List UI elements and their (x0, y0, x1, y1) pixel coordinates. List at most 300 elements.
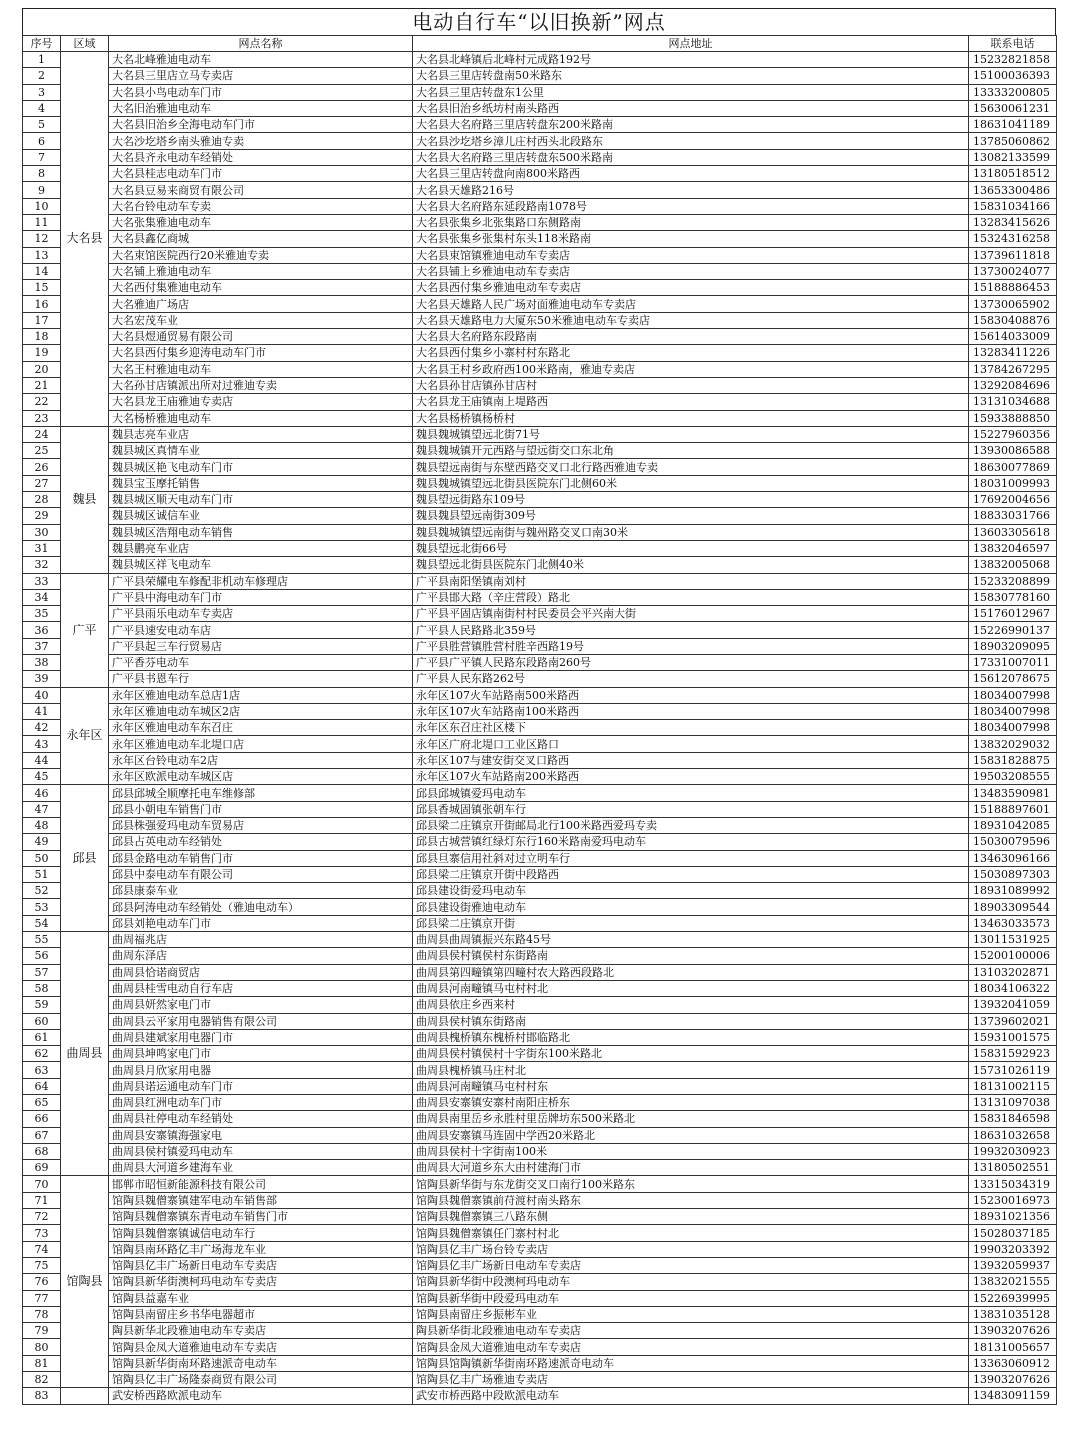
row-number: 7 (23, 149, 61, 165)
header-region: 区域 (61, 36, 109, 52)
outlet-address: 曲周县依庄乡西来村 (413, 997, 969, 1013)
outlet-phone: 15100036393 (969, 68, 1057, 84)
outlet-phone: 13180502551 (969, 1160, 1057, 1176)
outlet-address: 曲周县安寨镇安寨村南阳庄桥东 (413, 1095, 969, 1111)
row-number: 76 (23, 1274, 61, 1290)
row-number: 45 (23, 769, 61, 785)
outlet-address: 曲周县南里岳乡永胜村里岳牌坊东500米路北 (413, 1111, 969, 1127)
table-row (23, 214, 1057, 230)
outlet-name: 魏县志亮车业店 (109, 426, 413, 442)
row-number: 23 (23, 410, 61, 426)
table-row (23, 1046, 1057, 1062)
row-number: 61 (23, 1029, 61, 1045)
outlet-address: 曲周县大河道乡东大由村建海门市 (413, 1160, 969, 1176)
outlet-phone: 18631041189 (969, 117, 1057, 133)
outlet-address: 曲周县曲周镇振兴东路45号 (413, 932, 969, 948)
outlet-phone: 13903207626 (969, 1323, 1057, 1339)
outlet-phone: 13603305618 (969, 524, 1057, 540)
outlet-name: 曲周县大河道乡建海车业 (109, 1160, 413, 1176)
outlet-phone: 13784267295 (969, 361, 1057, 377)
outlet-phone: 13463033573 (969, 915, 1057, 931)
outlet-phone: 18034106322 (969, 980, 1057, 996)
row-number: 12 (23, 231, 61, 247)
outlet-phone: 13739611818 (969, 247, 1057, 263)
table-row (23, 703, 1057, 719)
row-number: 29 (23, 508, 61, 524)
outlet-name: 广平县中海电动车门市 (109, 589, 413, 605)
row-number: 26 (23, 459, 61, 475)
table-row (23, 915, 1057, 931)
row-number: 55 (23, 932, 61, 948)
outlet-address: 广平县广平镇人民路东段路南260号 (413, 654, 969, 670)
outlet-name: 广平县书恩车行 (109, 671, 413, 687)
outlet-phone: 13930086588 (969, 443, 1057, 459)
table-row (23, 1111, 1057, 1127)
row-number: 58 (23, 980, 61, 996)
row-number: 31 (23, 540, 61, 556)
outlet-address: 馆陶县魏僧寨镇三八路东侧 (413, 1209, 969, 1225)
outlet-address: 曲周县槐桥镇东槐桥村邯临路北 (413, 1029, 969, 1045)
row-number: 19 (23, 345, 61, 361)
outlet-name: 馆陶县魏僧寨镇建军电动车销售部 (109, 1192, 413, 1208)
row-number: 62 (23, 1046, 61, 1062)
outlet-address: 魏县望远街路东109号 (413, 492, 969, 508)
outlet-address: 曲周县侯村镇东街路南 (413, 1013, 969, 1029)
row-number: 48 (23, 817, 61, 833)
row-number: 68 (23, 1143, 61, 1159)
table-row (23, 312, 1057, 328)
outlet-name: 永年区雅迪电动车北堤口店 (109, 736, 413, 752)
table-row (23, 1339, 1057, 1355)
outlet-name: 曲周县诺运通电动车门市 (109, 1078, 413, 1094)
outlet-phone: 13131034688 (969, 394, 1057, 410)
outlet-address: 馆陶县馆陶镇新华街南环路速派奇电动车 (413, 1355, 969, 1371)
table-row (23, 1209, 1057, 1225)
row-number: 79 (23, 1323, 61, 1339)
outlet-address: 永年区广府北堤口工业区路口 (413, 736, 969, 752)
outlet-address: 大名县三里店转盘向南800米路西 (413, 166, 969, 182)
outlet-name: 馆陶县金凤大道雅迪电动车专卖店 (109, 1339, 413, 1355)
table-row (23, 589, 1057, 605)
row-number: 74 (23, 1241, 61, 1257)
table-row (23, 1160, 1057, 1176)
outlet-address: 魏县望远北街66号 (413, 540, 969, 556)
outlet-phone: 15324316258 (969, 231, 1057, 247)
outlet-phone: 13283415626 (969, 214, 1057, 230)
outlet-address: 邱县古城营镇红绿灯东行160米路南爱玛电动车 (413, 834, 969, 850)
outlet-name: 魏县城区祥飞电动车 (109, 557, 413, 573)
row-number: 22 (23, 394, 61, 410)
row-number: 20 (23, 361, 61, 377)
table-row (23, 133, 1057, 149)
outlet-address: 大名县西付集乡雅迪电动车专卖店 (413, 280, 969, 296)
row-number: 69 (23, 1160, 61, 1176)
outlet-address: 魏县望远南街与东壁西路交叉口北行路西雅迪专卖 (413, 459, 969, 475)
table-row (23, 1241, 1057, 1257)
table-row (23, 459, 1057, 475)
table-row (23, 622, 1057, 638)
outlet-address: 曲周县侯村镇侯村十字街东100米路北 (413, 1046, 969, 1062)
outlet-address: 邱县梁二庄镇京开街 (413, 915, 969, 931)
outlet-phone: 13903207626 (969, 1372, 1057, 1388)
outlet-address: 魏县魏城镇望远北街县医院东门北侧60米 (413, 475, 969, 491)
table-row (23, 280, 1057, 296)
table-row (23, 1062, 1057, 1078)
row-number: 82 (23, 1372, 61, 1388)
outlet-name: 魏县宝玉摩托销售 (109, 475, 413, 491)
outlet-name: 馆陶县益嘉车业 (109, 1290, 413, 1306)
outlet-phone: 15226939995 (969, 1290, 1057, 1306)
outlet-phone: 13739602021 (969, 1013, 1057, 1029)
outlet-name: 大名铺上雅迪电动车 (109, 263, 413, 279)
outlet-address: 邱县建设街雅迪电动车 (413, 899, 969, 915)
row-number: 60 (23, 1013, 61, 1029)
outlet-name: 邱县康泰车业 (109, 883, 413, 899)
outlet-address: 馆陶县新华街中段澳柯玛电动车 (413, 1274, 969, 1290)
outlet-address: 广平县胜营镇胜营村胜辛西路19号 (413, 638, 969, 654)
outlet-phone: 13082133599 (969, 149, 1057, 165)
table-row (23, 964, 1057, 980)
outlet-phone: 18131002115 (969, 1078, 1057, 1094)
outlet-name: 邱县阿涛电动车经销处（雅迪电动车） (109, 899, 413, 915)
outlet-name: 广平县雨乐电动车专卖店 (109, 606, 413, 622)
region-cell: 广平 (61, 573, 109, 687)
row-number: 56 (23, 948, 61, 964)
table-row (23, 932, 1057, 948)
table-row (23, 1095, 1057, 1111)
row-number: 4 (23, 100, 61, 116)
outlet-name: 永年区雅迪电动车总店1店 (109, 687, 413, 703)
outlet-name: 大名县桂志电动车门市 (109, 166, 413, 182)
outlet-phone: 13932059937 (969, 1257, 1057, 1273)
table-row (23, 557, 1057, 573)
outlet-name: 广平香芬电动车 (109, 654, 413, 670)
row-number: 14 (23, 263, 61, 279)
table-row (23, 329, 1057, 345)
row-number: 38 (23, 654, 61, 670)
outlet-address: 大名县西付集乡小寨村村东路北 (413, 345, 969, 361)
table-row (23, 638, 1057, 654)
table-row (23, 1143, 1057, 1159)
outlet-phone: 15933888850 (969, 410, 1057, 426)
outlet-address: 馆陶县新华街中段爱玛电动车 (413, 1290, 969, 1306)
outlet-phone: 15612078675 (969, 671, 1057, 687)
table-row (23, 166, 1057, 182)
outlet-name: 邱县占英电动车经销处 (109, 834, 413, 850)
table-row (23, 1176, 1057, 1192)
table-row (23, 149, 1057, 165)
table-row (23, 524, 1057, 540)
row-number: 36 (23, 622, 61, 638)
outlet-address: 陶县新华街北段雅迪电动车专卖店 (413, 1323, 969, 1339)
outlet-phone: 13832005068 (969, 557, 1057, 573)
outlet-phone: 15830778160 (969, 589, 1057, 605)
row-number: 9 (23, 182, 61, 198)
outlet-name: 大名县煜通贸易有限公司 (109, 329, 413, 345)
outlet-name: 邱县中泰电动车有限公司 (109, 866, 413, 882)
table-row (23, 1029, 1057, 1045)
outlet-name: 邯郸市昭恒新能源科技有限公司 (109, 1176, 413, 1192)
row-number: 6 (23, 133, 61, 149)
row-number: 47 (23, 801, 61, 817)
outlet-address: 广平县南阳堡镇南刘村 (413, 573, 969, 589)
row-number: 71 (23, 1192, 61, 1208)
row-number: 66 (23, 1111, 61, 1127)
row-number: 65 (23, 1095, 61, 1111)
row-number: 42 (23, 720, 61, 736)
outlet-name: 广平县荣耀电车修配非机动车修理店 (109, 573, 413, 589)
outlet-phone: 18630077869 (969, 459, 1057, 475)
table-row (23, 948, 1057, 964)
table-row (23, 394, 1057, 410)
outlet-name: 馆陶县新华街澳柯玛电动车专卖店 (109, 1274, 413, 1290)
row-number: 81 (23, 1355, 61, 1371)
outlet-phone: 13832046597 (969, 540, 1057, 556)
outlet-address: 魏县魏城镇望远南街与魏州路交叉口南30米 (413, 524, 969, 540)
table-row (23, 1225, 1057, 1241)
outlet-phone: 15176012967 (969, 606, 1057, 622)
region-cell: 永年区 (61, 687, 109, 785)
row-number: 30 (23, 524, 61, 540)
outlet-address: 馆陶县魏僧寨镇前苻渡村南头路东 (413, 1192, 969, 1208)
outlet-address: 曲周县安寨镇马连固中学西20米路北 (413, 1127, 969, 1143)
table-row (23, 1290, 1057, 1306)
table-row (23, 769, 1057, 785)
table-row (23, 1192, 1057, 1208)
outlet-address: 魏县魏城镇望远北街71号 (413, 426, 969, 442)
outlet-name: 广平县起三车行贸易店 (109, 638, 413, 654)
table-row (23, 785, 1057, 801)
outlet-address: 邱县梁二庄镇京开街中段路西 (413, 866, 969, 882)
outlet-address: 大名县天雄路216号 (413, 182, 969, 198)
outlet-address: 邱县香城固镇张朝车行 (413, 801, 969, 817)
table-row (23, 801, 1057, 817)
header-phone: 联系电话 (969, 36, 1057, 52)
row-number: 18 (23, 329, 61, 345)
outlet-name: 永年区雅迪电动车城区2店 (109, 703, 413, 719)
outlet-name: 魏县鹏亮车业店 (109, 540, 413, 556)
outlet-name: 邱县株强爱玛电动车贸易店 (109, 817, 413, 833)
outlet-name: 馆陶县魏僧寨镇东青电动车销售门市 (109, 1209, 413, 1225)
row-number: 37 (23, 638, 61, 654)
outlet-phone: 15831034166 (969, 198, 1057, 214)
table-row (23, 1306, 1057, 1322)
outlet-name: 大名县鑫亿商城 (109, 231, 413, 247)
table-row (23, 1323, 1057, 1339)
row-number: 78 (23, 1306, 61, 1322)
outlet-name: 邱县小朝电车销售门市 (109, 801, 413, 817)
header-address: 网点地址 (413, 36, 969, 52)
header-no: 序号 (23, 36, 61, 52)
outlet-phone: 13831035128 (969, 1306, 1057, 1322)
table-row (23, 883, 1057, 899)
header-row (23, 36, 1057, 52)
row-number: 32 (23, 557, 61, 573)
outlet-address: 馆陶县亿丰广场雅迪专卖店 (413, 1372, 969, 1388)
outlet-address: 馆陶县魏僧寨镇任门寨村村北 (413, 1225, 969, 1241)
row-number: 80 (23, 1339, 61, 1355)
outlet-phone: 15030079596 (969, 834, 1057, 850)
row-number: 24 (23, 426, 61, 442)
table-row (23, 817, 1057, 833)
outlet-phone: 17331007011 (969, 654, 1057, 670)
table-row (23, 231, 1057, 247)
table-row (23, 1372, 1057, 1388)
row-number: 53 (23, 899, 61, 915)
table-row (23, 1388, 1057, 1404)
outlet-address: 大名县束馆镇雅迪电动车专卖店 (413, 247, 969, 263)
outlet-name: 大名县豆易来商贸有限公司 (109, 182, 413, 198)
outlet-name: 魏县城区诚信车业 (109, 508, 413, 524)
row-number: 43 (23, 736, 61, 752)
outlet-name: 大名县小鸟电动车门市 (109, 84, 413, 100)
table-row (23, 980, 1057, 996)
table-row (23, 345, 1057, 361)
outlet-phone: 18931042085 (969, 817, 1057, 833)
table-row (23, 573, 1057, 589)
outlet-name: 曲周县桂雪电动自行车店 (109, 980, 413, 996)
header-outlet-name: 网点名称 (109, 36, 413, 52)
outlet-name: 馆陶县亿丰广场隆泰商贸有限公司 (109, 1372, 413, 1388)
outlet-phone: 15831828875 (969, 752, 1057, 768)
outlet-phone: 18034007998 (969, 687, 1057, 703)
outlet-address: 馆陶县金凤大道雅迪电动车专卖店 (413, 1339, 969, 1355)
outlet-phone: 13180518512 (969, 166, 1057, 182)
row-number: 25 (23, 443, 61, 459)
outlet-address: 大名县张集乡张集村东头118米路南 (413, 231, 969, 247)
outlet-phone: 18931021356 (969, 1209, 1057, 1225)
outlet-name: 曲周县妍然家电门市 (109, 997, 413, 1013)
outlet-phone: 15188897601 (969, 801, 1057, 817)
outlet-name: 大名雅迪广场店 (109, 296, 413, 312)
outlet-address: 大名县大名府路东延段路南1078号 (413, 198, 969, 214)
outlet-address: 永年区107与建安街交叉口路西 (413, 752, 969, 768)
outlet-address: 大名县铺上乡雅迪电动车专卖店 (413, 263, 969, 279)
table-row (23, 1257, 1057, 1273)
outlet-phone: 19932030923 (969, 1143, 1057, 1159)
outlet-name: 邱县刘艳电动车门市 (109, 915, 413, 931)
table-row (23, 997, 1057, 1013)
row-number: 63 (23, 1062, 61, 1078)
outlet-address: 魏县魏城镇开元西路与望远街交口东北角 (413, 443, 969, 459)
outlet-address: 魏县魏县望远南街309号 (413, 508, 969, 524)
table-row (23, 492, 1057, 508)
region-cell: 邱县 (61, 785, 109, 932)
outlet-address: 魏县望远北街县医院东门北侧40米 (413, 557, 969, 573)
outlet-phone: 18034007998 (969, 720, 1057, 736)
table-row (23, 198, 1057, 214)
outlet-name: 永年区台铃电动车2店 (109, 752, 413, 768)
outlet-name: 曲周县云平家用电器销售有限公司 (109, 1013, 413, 1029)
outlet-phone: 18131005657 (969, 1339, 1057, 1355)
outlet-phone: 13363060912 (969, 1355, 1057, 1371)
outlet-phone: 18631032658 (969, 1127, 1057, 1143)
table-row (23, 671, 1057, 687)
outlet-address: 大名县天雄路人民广场对面雅迪电动车专卖店 (413, 296, 969, 312)
outlet-phone: 15233208899 (969, 573, 1057, 589)
row-number: 2 (23, 68, 61, 84)
outlet-phone: 13333200805 (969, 84, 1057, 100)
outlet-phone: 18034007998 (969, 703, 1057, 719)
outlet-address: 广平县平固店镇南街村村民委员会平兴南大街 (413, 606, 969, 622)
outlet-phone: 13315034319 (969, 1176, 1057, 1192)
table-row (23, 52, 1057, 68)
outlet-address: 大名县旧治乡纸坊村南头路西 (413, 100, 969, 116)
table-row (23, 850, 1057, 866)
outlet-address: 大名县大名府路三里店转盘东200米路南 (413, 117, 969, 133)
outlet-name: 大名张集雅迪电动车 (109, 214, 413, 230)
table-row (23, 654, 1057, 670)
outlet-address: 曲周县槐桥镇马庄村北 (413, 1062, 969, 1078)
outlet-address: 大名县天雄路电力大厦东50米雅迪电动车专卖店 (413, 312, 969, 328)
row-number: 5 (23, 117, 61, 133)
outlet-name: 大名西付集雅迪电动车 (109, 280, 413, 296)
row-number: 16 (23, 296, 61, 312)
outlet-phone: 15630061231 (969, 100, 1057, 116)
row-number: 13 (23, 247, 61, 263)
outlet-address: 永年区107火车站路南100米路西 (413, 703, 969, 719)
row-number: 21 (23, 377, 61, 393)
row-number: 64 (23, 1078, 61, 1094)
row-number: 49 (23, 834, 61, 850)
outlet-phone: 13011531925 (969, 932, 1057, 948)
outlet-address: 曲周县侯村镇侯村东街路南 (413, 948, 969, 964)
outlet-name: 曲周县安寨镇海强家电 (109, 1127, 413, 1143)
row-number: 39 (23, 671, 61, 687)
table-row (23, 1355, 1057, 1371)
outlet-address: 大名县王村乡政府西100米路南，雅迪专卖店 (413, 361, 969, 377)
outlet-address: 邱县建设街爱玛电动车 (413, 883, 969, 899)
outlet-name: 馆陶县新华街南环路速派奇电动车 (109, 1355, 413, 1371)
outlet-address: 曲周县河南疃镇马屯村村北 (413, 980, 969, 996)
table-row (23, 540, 1057, 556)
outlet-phone: 15931001575 (969, 1029, 1057, 1045)
row-number: 57 (23, 964, 61, 980)
outlet-name: 大名孙甘店镇派出所对过雅迪专卖 (109, 377, 413, 393)
outlet-address: 大名县张集乡北张集路口东侧路南 (413, 214, 969, 230)
outlet-phone: 13730024077 (969, 263, 1057, 279)
row-number: 15 (23, 280, 61, 296)
row-number: 10 (23, 198, 61, 214)
row-number: 11 (23, 214, 61, 230)
table-row (23, 443, 1057, 459)
outlet-name: 馆陶县南留庄乡书华电器超市 (109, 1306, 413, 1322)
outlet-phone: 15830408876 (969, 312, 1057, 328)
outlet-phone: 18931089992 (969, 883, 1057, 899)
outlet-address: 曲周县第四疃镇第四疃村农大路西段路北 (413, 964, 969, 980)
outlet-phone: 15028037185 (969, 1225, 1057, 1241)
outlet-name: 魏县城区艳飞电动车门市 (109, 459, 413, 475)
outlet-name: 馆陶县南环路亿丰广场海龙车业 (109, 1241, 413, 1257)
row-number: 40 (23, 687, 61, 703)
row-number: 52 (23, 883, 61, 899)
table-row (23, 720, 1057, 736)
region-cell: 大名县 (61, 52, 109, 427)
outlet-name: 曲周县社停电动车经销处 (109, 1111, 413, 1127)
outlet-name: 大名台铃电动车专卖 (109, 198, 413, 214)
outlet-name: 曲周东泽店 (109, 948, 413, 964)
outlet-phone: 13483590981 (969, 785, 1057, 801)
row-number: 28 (23, 492, 61, 508)
outlet-address: 大名县三里店转盘南50米路东 (413, 68, 969, 84)
row-number: 17 (23, 312, 61, 328)
outlet-address: 大名县大名府路东段路南 (413, 329, 969, 345)
outlet-name: 曲周福兆店 (109, 932, 413, 948)
table-row (23, 426, 1057, 442)
table-row (23, 100, 1057, 116)
table-row (23, 410, 1057, 426)
row-number: 33 (23, 573, 61, 589)
